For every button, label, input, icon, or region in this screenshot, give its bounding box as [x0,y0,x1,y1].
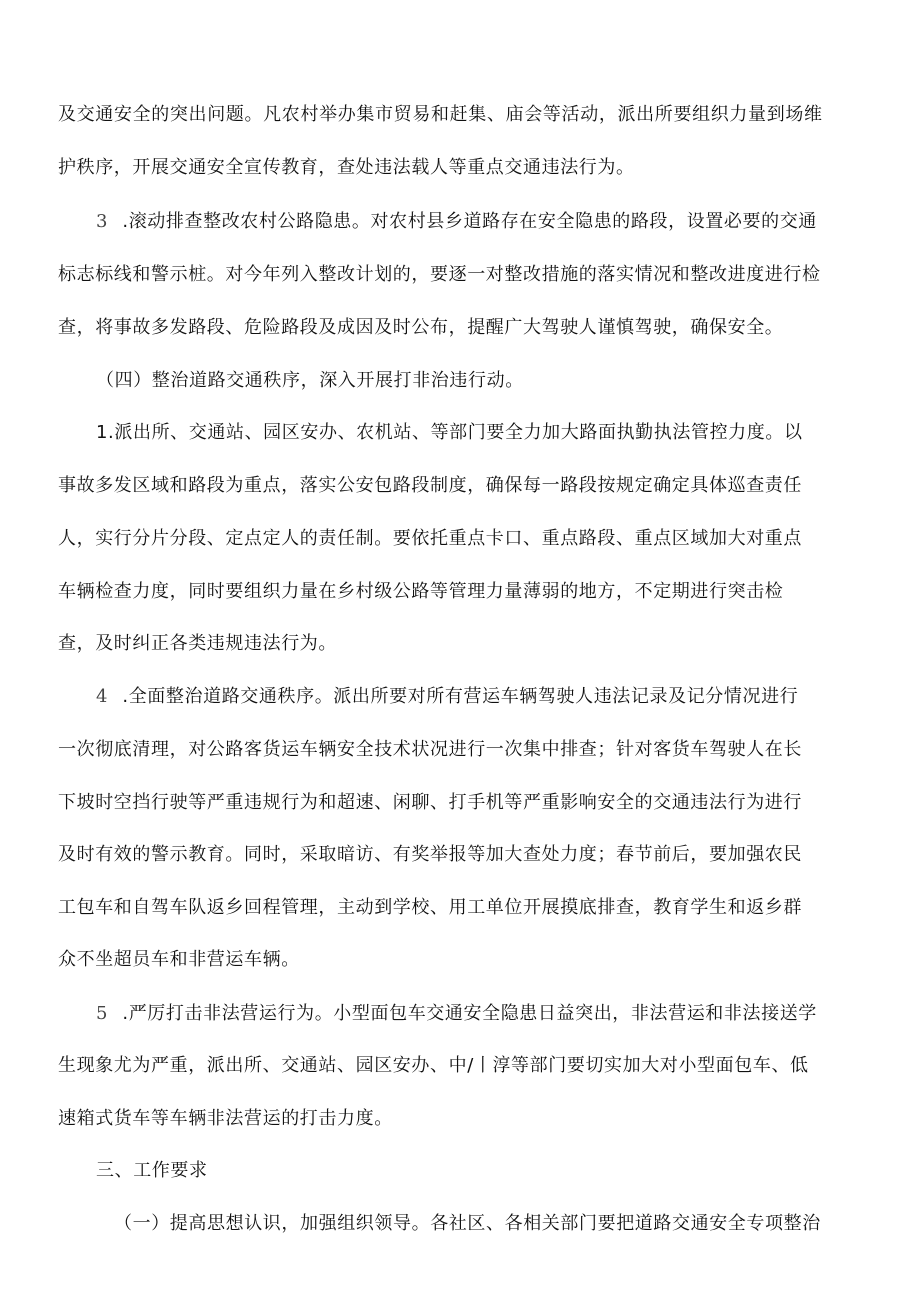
line-text: .全面整治道路交通秩序。派出所要对所有营运车辆驾驶人违法记录及记分情况进行 [122,686,799,707]
text-line: 生现象尤为严重，派出所、交通站、园区安办、中/丨淳等部门要切实加大对小型面包车、低 [58,1055,809,1076]
line-text: .滚动排查整改农村公路隐患。对农村县乡道路存在安全隐患的路段，设置必要的交通 [122,211,817,232]
text-line [96,685,798,709]
text-line: 下坡时空挡行驶等严重违规行为和超速、闲聊、打手机等严重影响安全的交通违法行为进行 [58,792,802,813]
text-line: 查，及时纠正各类违规违法行为。 [58,633,337,654]
text-line: 及时有效的警示教育。同时，采取暗访、有奖举报等加大查处力度；春节前后，要加强农民 [58,844,802,865]
section-heading: （四）整治道路交通秩序，深入开展打非治违行动。 [96,370,524,391]
item-number: 5 [96,1003,109,1024]
line-text: .严厉打击非法营运行为。小型面包车交通安全隐患日益突出，非法营运和非法接送学 [122,1003,817,1024]
text-line: 车辆检查力度，同时要组织力量在乡村级公路等管理力量薄弱的地方，不定期进行突击检 [58,581,784,602]
text-line [96,1002,817,1026]
text-line: 护秩序，开展交通安全宣传教育，查处违法载人等重点交通违法行为。 [58,157,635,178]
text-line: 人，实行分片分段、定点定人的责任制。要依托重点卡口、重点路段、重点区域加大对重点 [58,528,802,549]
item-number: 3 [96,211,109,232]
text-line [96,210,817,234]
text-line: 众不坐超员车和非营运车辆。 [58,949,300,970]
text-line: 及交通安全的突出问题。凡农村举办集市贸易和赶集、庙会等活动，派出所要组织力量到场维 [58,104,823,125]
text-line: 标志标线和警示桩。对今年列入整改计划的，要逐一对整改措施的落实情况和整改进度进行检 [58,264,821,285]
text-line: 1.派出所、交通站、园区安办、农机站、等部门要全力加大路面执勤执法管控力度。以 [96,422,803,443]
section-heading: 三、工作要求 [96,1160,208,1181]
text-line: 查，将事故多发路段、危险路段及成因及时公布，提醒广大驾驶人谨慎驾驶，确保安全。 [58,317,784,338]
text-line: 速箱式货车等车辆非法营运的打击力度。 [58,1108,393,1129]
text-line: （一）提高思想认识，加强组织领导。各社区、各相关部门要把道路交通安全专项整治 [114,1213,821,1234]
text-line: 工包车和自驾车队返乡回程管理，主动到学校、用工单位开展摸底排查，教育学生和返乡群 [58,897,802,918]
text-line: 事故多发区域和路段为重点，落实公安包路段制度，确保每一路段按规定确定具体巡查责任 [58,475,802,496]
item-number: 4 [96,686,109,707]
text-line: 一次彻底清理，对公路客货运车辆安全技术状况进行一次集中排查；针对客货车驾驶人在长 [58,739,802,760]
